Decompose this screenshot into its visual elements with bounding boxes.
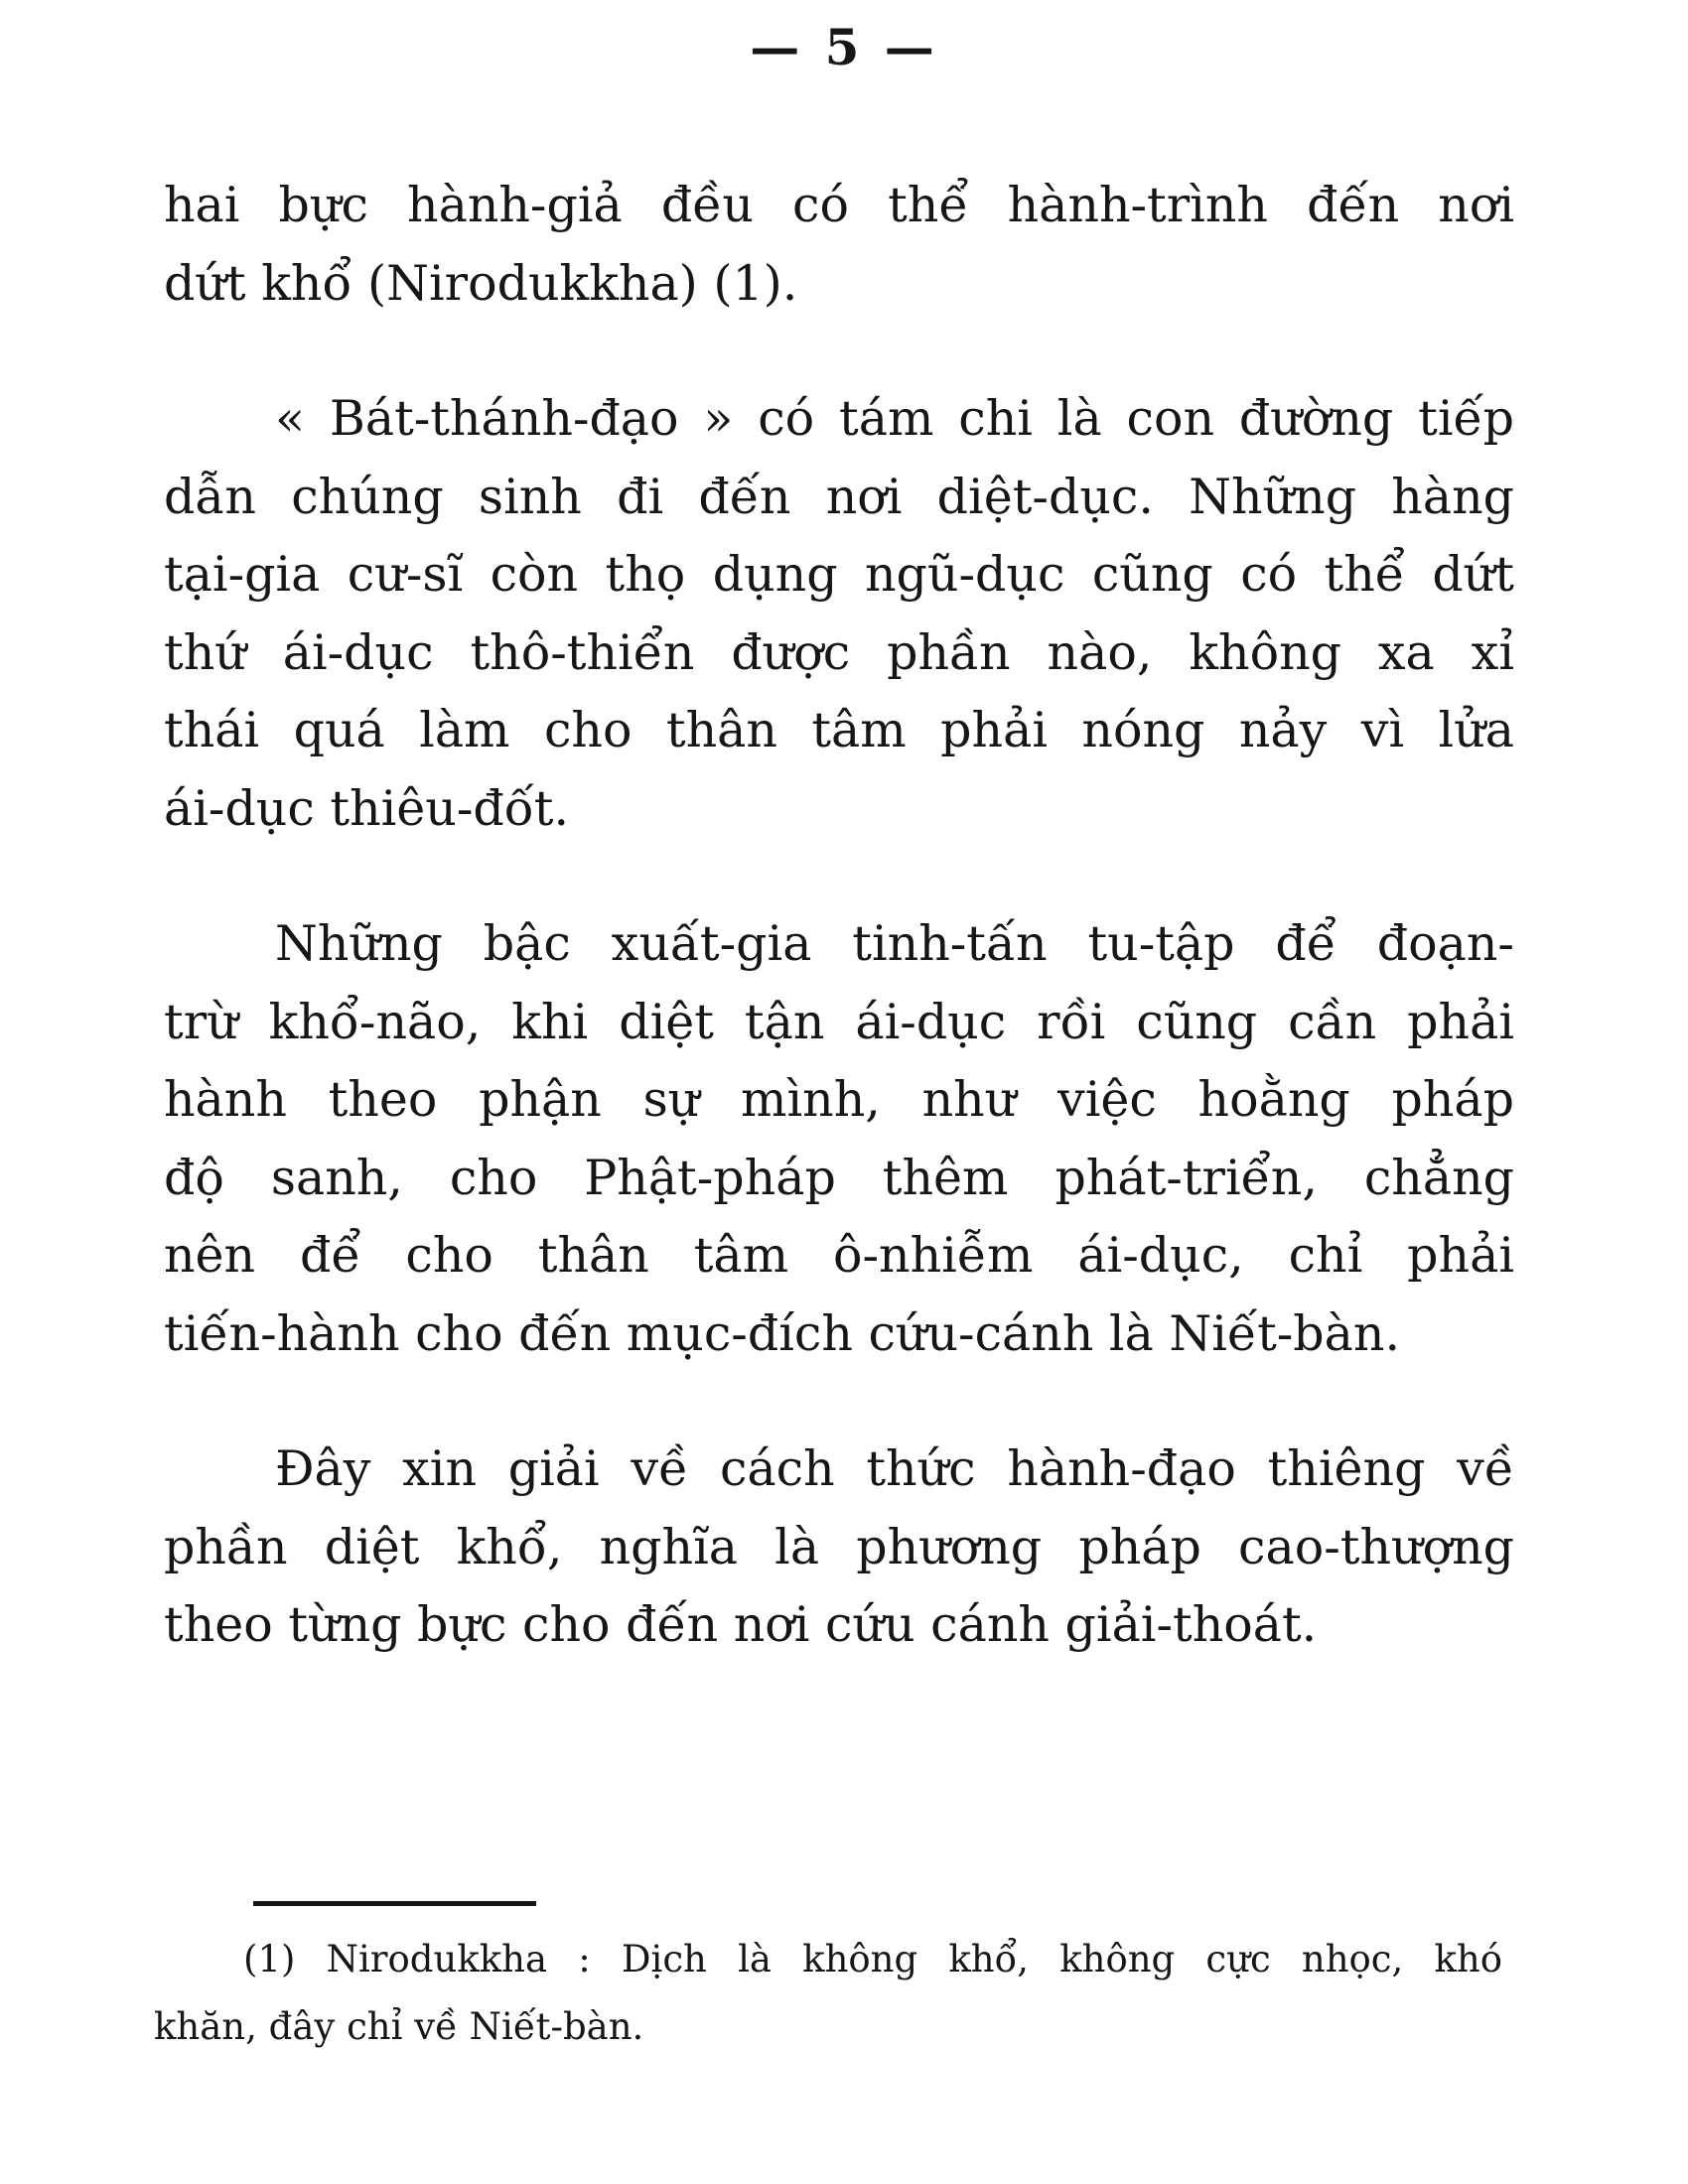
text-line: dứt khổ (Nirodukkha) (1). bbox=[164, 254, 798, 312]
text-line: độ sanh, cho Phật-pháp thêm phát-triển, chẳng bbox=[164, 1149, 1514, 1206]
text-line: thứ ái-dục thô-thiển được phần nào, không xa xỉ bbox=[164, 623, 1514, 681]
text-line: tại-gia cư-sĩ còn thọ dụng ngũ-dục cũng có thể dứt bbox=[164, 546, 1514, 603]
paragraph-3 bbox=[164, 905, 1514, 1373]
text-line: phần diệt khổ, nghĩa là phương pháp cao-thượng bbox=[164, 1518, 1514, 1575]
footnote-line: (1) Nirodukkha : Dịch là không khổ, không cực nhọc, khó bbox=[243, 1938, 1502, 1980]
paragraph-1 bbox=[164, 167, 1514, 323]
text-line: « Bát-thánh-đạo » có tám chi là con đường tiếp bbox=[275, 390, 1514, 447]
footnote bbox=[154, 1926, 1502, 2061]
text-line: trừ khổ-não, khi diệt tận ái-dục rồi cũng cần phải bbox=[164, 993, 1514, 1050]
text-line: tiến-hành cho đến mục-đích cứu-cánh là Niết-bàn. bbox=[164, 1304, 1401, 1362]
body-text bbox=[164, 167, 1514, 1722]
text-line: thái quá làm cho thân tâm phải nóng nảy vì lửa bbox=[164, 702, 1514, 758]
text-line: Những bậc xuất-gia tinh-tấn tu-tập để đoạn- bbox=[275, 915, 1514, 972]
text-line: ái-dục thiêu-đốt. bbox=[164, 779, 570, 837]
footnote-divider bbox=[253, 1901, 536, 1906]
text-line: Đây xin giải về cách thức hành-đạo thiêng về bbox=[275, 1440, 1514, 1497]
text-line: theo từng bực cho đến nơi cứu cánh giải-thoát. bbox=[164, 1596, 1318, 1653]
paragraph-4 bbox=[164, 1431, 1514, 1665]
text-line: hành theo phận sự mình, như việc hoằng pháp bbox=[164, 1071, 1514, 1128]
text-line: dẫn chúng sinh đi đến nơi diệt-dục. Những hàng bbox=[164, 468, 1514, 525]
text-line: hai bực hành-giả đều có thể hành-trình đến nơi bbox=[164, 177, 1514, 233]
paragraph-2 bbox=[164, 380, 1514, 848]
page-number: — 5 — bbox=[750, 18, 938, 76]
footnote-line: khăn, đây chỉ về Niết-bàn. bbox=[154, 2005, 644, 2048]
text-line: nên để cho thân tâm ô-nhiễm ái-dục, chỉ phải bbox=[164, 1227, 1514, 1284]
